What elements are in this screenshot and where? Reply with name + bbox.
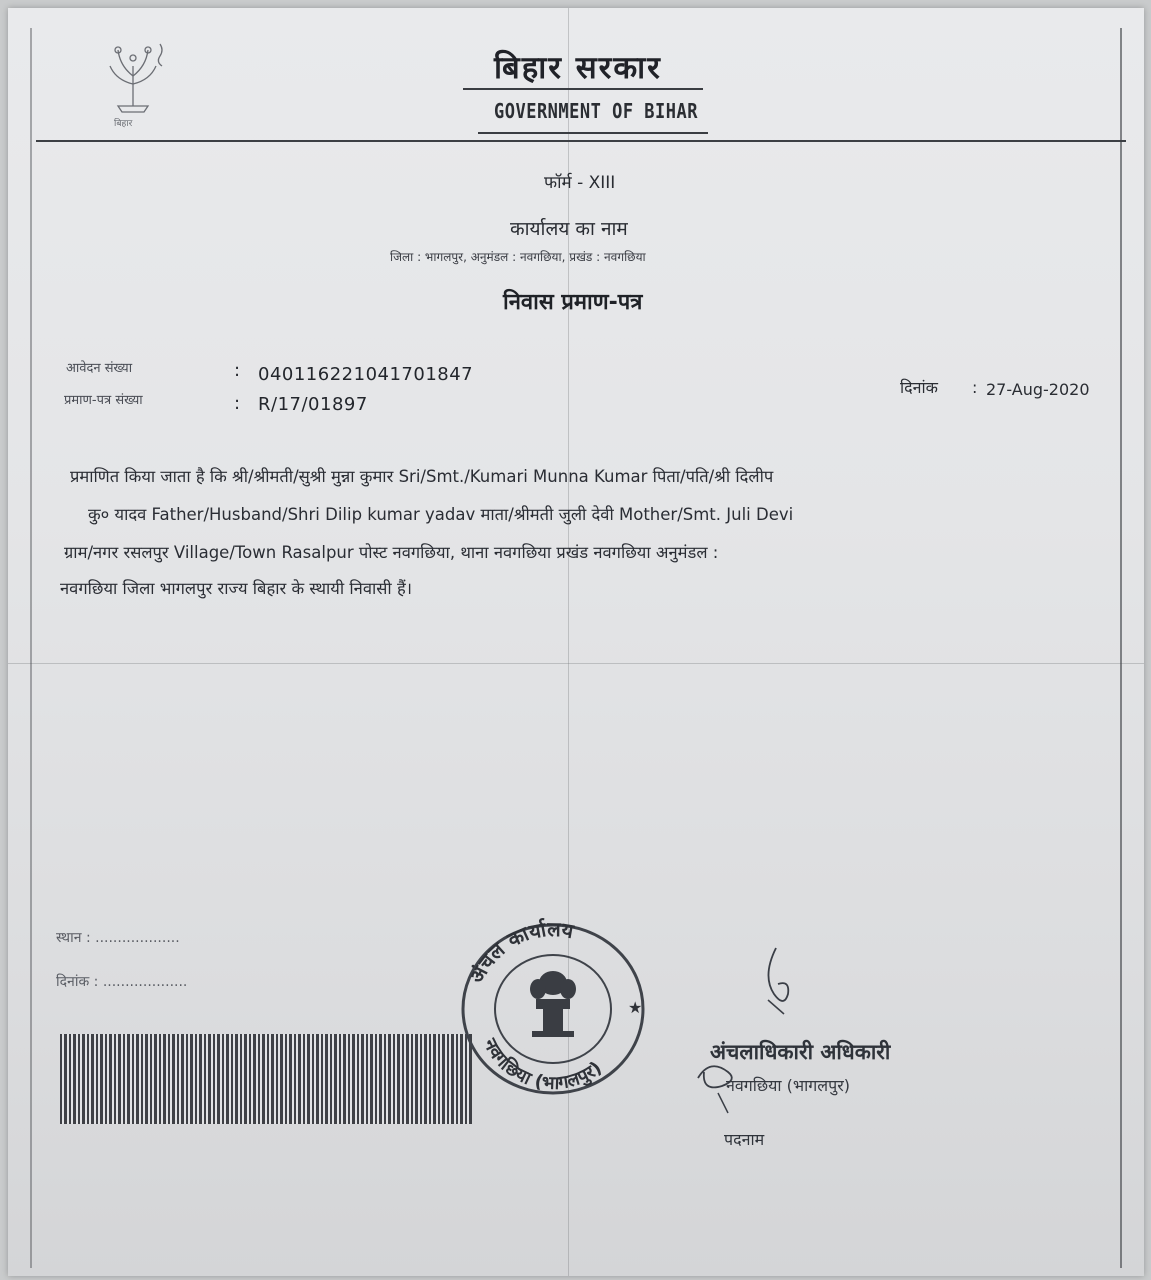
logo-caption: बिहार	[114, 119, 133, 129]
svg-text:नवगछिया (भागलपुर)	[479, 1035, 606, 1095]
certificate-number: R/17/01897	[258, 394, 368, 415]
issue-date: 27-Aug-2020	[986, 380, 1090, 399]
certificate-page	[8, 8, 1144, 1276]
fold-line	[8, 663, 1144, 664]
certificate-number-label: प्रमाण-पत्र संख्या	[64, 393, 143, 408]
bihar-emblem-logo	[98, 36, 168, 131]
body-line: नवगछिया जिला भागलपुर राज्य बिहार के स्थायी निवासी हैं।	[60, 579, 412, 598]
colon: :	[234, 393, 241, 414]
application-number-label: आवेदन संख्या	[66, 361, 133, 376]
barcode	[60, 1034, 472, 1124]
government-title-english: GOVERNMENT OF BIHAR	[494, 100, 698, 124]
certificate-title: निवास प्रमाण-पत्र	[503, 290, 643, 315]
frame-left	[30, 28, 32, 1268]
star-icon: ★	[628, 998, 643, 1017]
application-number: 040116221041701847	[258, 364, 474, 385]
body-line: प्रमाणित किया जाता है कि श्री/श्रीमती/सुश्री मुन्ना कुमार Sri/Smt./Kumari Munna Kumar पिता/पति/श्री दिलीप	[70, 467, 774, 486]
body-line: कु० यादव Father/Husband/Shri Dilip kumar yadav माता/श्रीमती जुली देवी Mother/Smt. Juli Devi	[88, 505, 794, 524]
body-line: ग्राम/नगर रसलपुर Village/Town Rasalpur पोस्ट नवगछिया, थाना नवगछिया प्रखंड नवगछिया अनुमंडल :	[64, 543, 719, 562]
office-details: जिला : भागलपुर, अनुमंडल : नवगछिया, प्रखंड : नवगछिया	[390, 250, 646, 264]
colon: :	[972, 378, 978, 397]
header-rule	[463, 88, 703, 90]
seal-text-bottom: नवगछिया (भागलपुर)	[479, 1035, 606, 1095]
designation-label: पदनाम	[724, 1130, 765, 1149]
frame-right	[1120, 28, 1122, 1268]
header-rule	[478, 132, 708, 134]
place-label: स्थान : ...................	[56, 930, 180, 946]
date-label: दिनांक	[900, 378, 938, 397]
seal-text-top: अंचल कार्यालय	[464, 916, 576, 987]
official-seal	[448, 913, 658, 1098]
frame-top	[36, 140, 1126, 142]
office-name: कार्यालय का नाम	[510, 218, 628, 240]
officer-place: नवगछिया (भागलपुर)	[726, 1076, 851, 1095]
colon: :	[234, 360, 241, 381]
officer-title: अंचलाधिकारी अधिकारी	[710, 1040, 891, 1064]
government-title-hindi: बिहार सरकार	[494, 50, 662, 86]
date-field-label: दिनांक : ...................	[56, 974, 188, 990]
form-number: फॉर्म - XIII	[544, 173, 616, 193]
